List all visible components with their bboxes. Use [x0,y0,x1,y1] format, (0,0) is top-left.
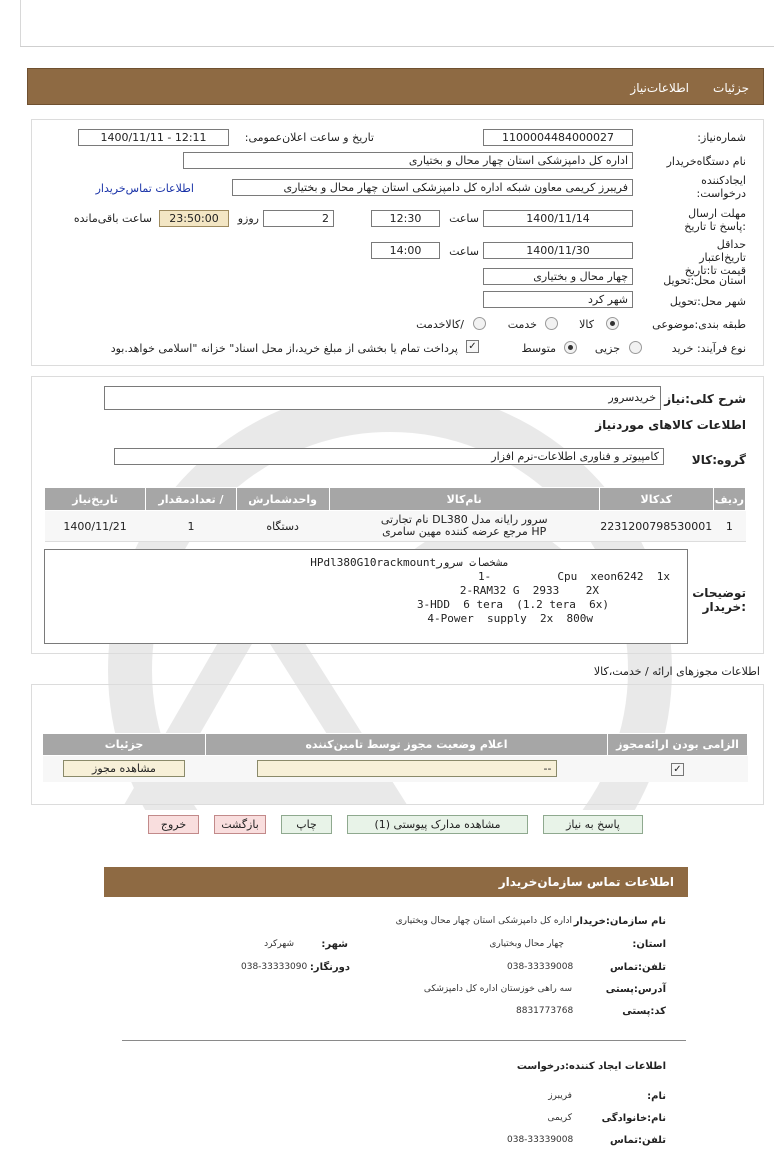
row-unit: دستگاه [236,511,329,542]
category-goods-radio[interactable] [606,317,619,330]
process-partial-label: جزیی [594,342,620,355]
row-code: 2231200798530001 [599,511,713,542]
notes-line-5: 4-Power supply 2x 800w [427,612,593,625]
row-qty: 1 [146,511,236,542]
validity-hour-label: ساعت [449,245,479,258]
goods-group-field: کامپیوتر و فناوری اطلاعات-نرم افزار [114,448,664,465]
process-label: نوع فرآیند: خرید [671,342,746,355]
contact-phone-label: تلفن:تماس [609,962,666,973]
col-permit-status: اعلام وضعیت مجوز توسط تامین‌کننده [206,734,608,756]
row-name [329,511,599,542]
deadline-hour-label: ساعت [449,212,479,225]
buyer-field: اداره کل دامپزشکی استان چهار محال و بختیاری [183,152,633,169]
announce-field: 1400/11/11 - 12:11 [78,129,229,146]
details-tab[interactable]: جزئیات [713,81,749,95]
need-number-field: 1100004484000027 [483,129,633,146]
col-date: تاریخ‌نیاز [45,488,146,511]
need-number-label: شماره‌نیاز: [697,131,746,144]
contact-province-label: استان: [632,939,666,950]
goods-section-title: اطلاعات کالاهای موردنیاز [595,418,746,432]
col-unit: واحدشمارش [236,488,329,511]
contact-divider [122,1040,686,1041]
contact-title: اطلاعات تماس سازمان‌خریدار [498,875,674,889]
permits-table [42,733,748,782]
buyer-contact-link[interactable]: اطلاعات تماس‌خریدار [95,182,194,195]
permit-required-cell [608,756,748,782]
announce-label: تاریخ و ساعت اعلان‌عمومی: [244,131,374,144]
payment-checkbox[interactable]: ✓ [466,340,479,353]
need-info-tab[interactable]: اطلاعات‌نیاز [630,81,689,95]
buyer-notes-label: توضیحات :خریدار [692,586,746,614]
category-service-label: خدمت [507,318,537,331]
permit-status-field: -- [257,760,557,777]
creator-label: ایجادکننده درخواست: [696,174,746,200]
creator-phone-value: 038-33339008 [507,1135,574,1145]
deadline-time-field: 12:30 [371,210,440,227]
contact-city-label: شهر: [321,939,348,950]
deadline-date-field: 1400/11/14 [483,210,633,227]
process-medium-label: متوسط [521,342,556,355]
need-summary-label: شرح کلی:نیاز [664,392,746,406]
row-number: 1 [713,511,745,542]
category-both-radio[interactable] [473,317,486,330]
back-button[interactable]: بازگشت [214,815,266,834]
permit-status-cell [206,756,608,782]
contact-province-value: چهار محال وبختیاری [489,939,564,949]
creator-field: فریبرز کریمی معاون شبکه اداره کل دامپزشکی استان چهار محال و بختیاری [232,179,633,196]
contact-postal-label: کد:پستی [622,1006,666,1017]
notes-line-4: 3-HDD 6 tera (1.2 tera 6x) [416,598,609,611]
province-field: چهار محال و بختیاری [483,268,633,285]
validity-time-field: 14:00 [371,242,440,259]
goods-group-label: گروه:کالا [691,453,746,467]
table-row[interactable] [45,511,746,542]
buyer-notes-box [44,549,688,644]
contact-address-label: آدرس:پستی [605,984,666,995]
creator-info-title: اطلاعات ایجاد کننده:درخواست [516,1061,666,1072]
exit-button[interactable]: خروج [148,815,199,834]
process-medium-radio[interactable] [564,341,577,354]
payment-note: پرداخت تمام یا بخشی از مبلغ خرید،از محل اسناد" خزانه "اسلامی خواهد.بود [110,342,458,355]
process-partial-radio[interactable] [629,341,642,354]
row-name-line1: سرور رایانه مدل DL380 نام تجارتی [380,513,548,526]
left-edge [20,0,21,46]
print-button[interactable]: چاپ [281,815,332,834]
contact-postal-value: 8831773768 [516,1006,574,1016]
category-service-radio[interactable] [545,317,558,330]
days-field: 2 [263,210,334,227]
header-bar [27,68,764,105]
deadline-label: مهلت ارسال :پاسخ تا تاریخ [684,207,746,233]
need-summary-field: خریدسرور [104,386,661,410]
permits-title: اطلاعات مجوزهای ارائه / خدمت،کالا [593,665,760,678]
buyer-label: نام دستگاه‌خریدار [666,155,746,168]
row-date: 1400/11/21 [45,511,146,542]
col-permit-details: جزئیات [43,734,206,756]
city-label: شهر محل:تحویل [669,295,746,308]
notes-line-1: مشخصات سرورHPdl380G10rackmount [310,556,509,569]
creator-family-value: کریمی [547,1113,572,1123]
contact-fax-value: 038-33333090 [241,962,308,972]
org-value: اداره کل دامپزشکی استان چهار محال وبختیاری [395,916,572,926]
category-label: طبقه بندی:موضوعی [652,318,746,331]
creator-phone-label: تلفن:تماس [609,1135,666,1146]
view-permit-button[interactable]: مشاهده مجوز [63,760,185,777]
creator-family-label: نام:خانوادگی [601,1113,666,1124]
city-field: شهر کرد [483,291,633,308]
top-divider [20,46,774,47]
validity-date-field: 1400/11/30 [483,242,633,259]
notes-line-2: 1- Cpu xeon6242 1x [477,570,670,583]
category-both-label: /کالاخدمت [416,318,464,331]
validity-label: حداقل تاریخ‌اعتبار قیمت تا:تاریخ [684,238,746,277]
col-code: کدکالا [599,488,713,511]
contact-phone-value: 038-33339008 [507,962,574,972]
goods-table [44,487,746,542]
contact-address-value: سه راهی خوزستان اداره کل دامپزشکی [423,984,572,994]
category-goods-label: کالا [579,318,594,331]
creator-name-value: فریبرز [548,1091,572,1101]
creator-name-label: نام: [647,1091,666,1102]
contact-header [104,867,688,897]
reply-button[interactable]: پاسخ به نیاز [543,815,643,834]
permit-required-checkbox[interactable]: ✓ [671,763,684,776]
contact-city-value: شهرکرد [264,939,294,949]
col-row: ردیف [713,488,745,511]
permit-details-cell [43,756,206,782]
days-label: روزو [237,212,259,225]
attachments-button[interactable]: مشاهده مدارک پیوستی (1) [347,815,528,834]
col-permit-required: الزامی بودن ارائه‌مجوز [608,734,748,756]
remaining-label: ساعت باقی‌مانده [73,212,152,225]
remaining-time-field: 23:50:00 [159,210,229,227]
org-label: نام سازمان:خریدار [573,916,666,927]
contact-fax-label: دورنگار: [309,962,350,973]
table-row [43,756,748,782]
col-qty: / تعدادمقدار [146,488,236,511]
row-name-line2: HP مرجع عرضه کننده مهین سامری [382,525,547,538]
notes-line-3: 2-RAM32 G 2933 2X [459,584,599,597]
col-name: نام‌کالا [329,488,599,511]
province-label: استان محل:تحویل [663,274,746,287]
